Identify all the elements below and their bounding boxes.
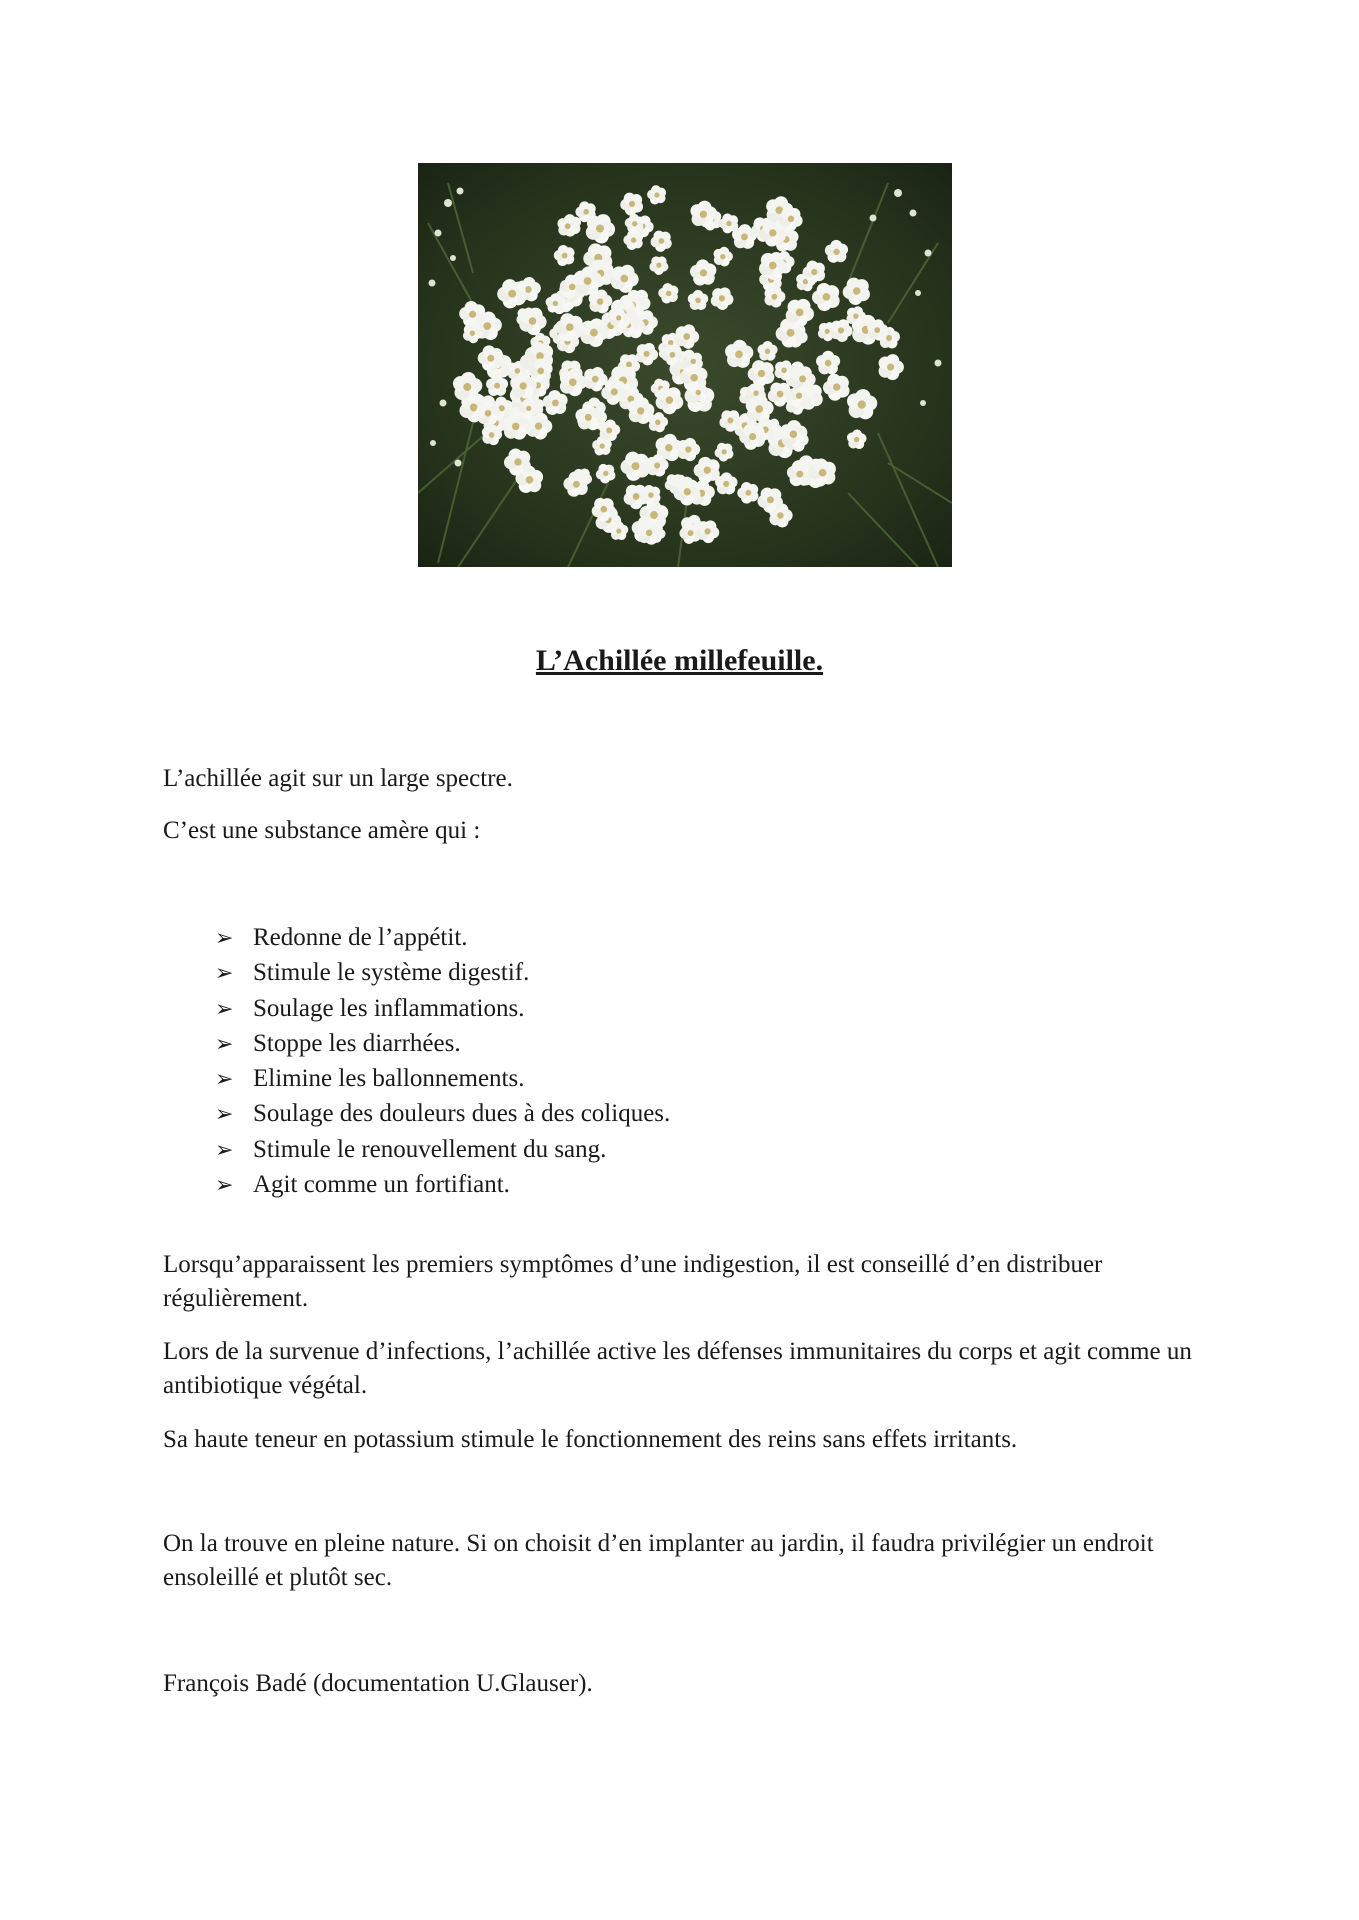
arrowhead-bullet-icon: ➢ [215, 961, 234, 987]
paragraph-indigestion: Lorsqu’apparaissent les premiers symptômes d’une indigestion, il est conseillé d’en distribuer régulièrement. [163, 1251, 1103, 1312]
intro-line-1: L’achillée agit sur un large spectre. [163, 765, 513, 792]
paragraph-potassium: Sa haute teneur en potassium stimule le fonctionnement des reins sans effets irritants. [163, 1426, 1018, 1453]
yarrow-flower-photo [418, 163, 952, 567]
arrowhead-bullet-icon: ➢ [215, 1067, 234, 1093]
list-item [215, 921, 670, 956]
signature: François Badé (documentation U.Glauser). [163, 1670, 593, 1697]
list-item [215, 992, 670, 1027]
list-item [215, 1027, 670, 1062]
paragraph-infections: Lors de la survenue d’infections, l’achillée active les défenses immunitaires du corps et agit comme un antibiotique végétal. [163, 1338, 1192, 1399]
list-item-text: Stimule le renouvellement du sang. [253, 1135, 607, 1163]
arrowhead-bullet-icon: ➢ [215, 1173, 234, 1199]
arrowhead-bullet-icon: ➢ [215, 996, 234, 1022]
list-item-text: Redonne de l’appétit. [253, 924, 468, 951]
intro-line-2: C’est une substance amère qui : [163, 817, 481, 844]
list-item-text: Elimine les ballonnements. [253, 1065, 525, 1093]
arrowhead-bullet-icon: ➢ [215, 926, 234, 951]
list-item-text: Soulage des douleurs dues à des coliques. [253, 1100, 671, 1128]
list-item [215, 956, 670, 991]
list-item-text: Stimule le système digestif. [253, 959, 530, 987]
arrowhead-bullet-icon: ➢ [215, 1102, 234, 1128]
page-title: L’Achillée millefeuille. [535, 644, 824, 677]
list-item [215, 1168, 670, 1203]
list-item-text: Agit comme un fortifiant. [253, 1171, 510, 1199]
list-item [215, 1062, 670, 1097]
list-item-text: Soulage les inflammations. [253, 994, 525, 1022]
benefits-list [215, 921, 670, 1203]
list-item-text: Stoppe les diarrhées. [253, 1029, 461, 1057]
paragraph-habitat: On la trouve en pleine nature. Si on choisit d’en implanter au jardin, il faudra privilégier un endroit ensoleillé et plutôt sec. [163, 1530, 1154, 1591]
arrowhead-bullet-icon: ➢ [215, 1137, 234, 1163]
list-item [215, 1133, 670, 1168]
arrowhead-bullet-icon: ➢ [215, 1031, 234, 1057]
list-item [215, 1097, 670, 1132]
